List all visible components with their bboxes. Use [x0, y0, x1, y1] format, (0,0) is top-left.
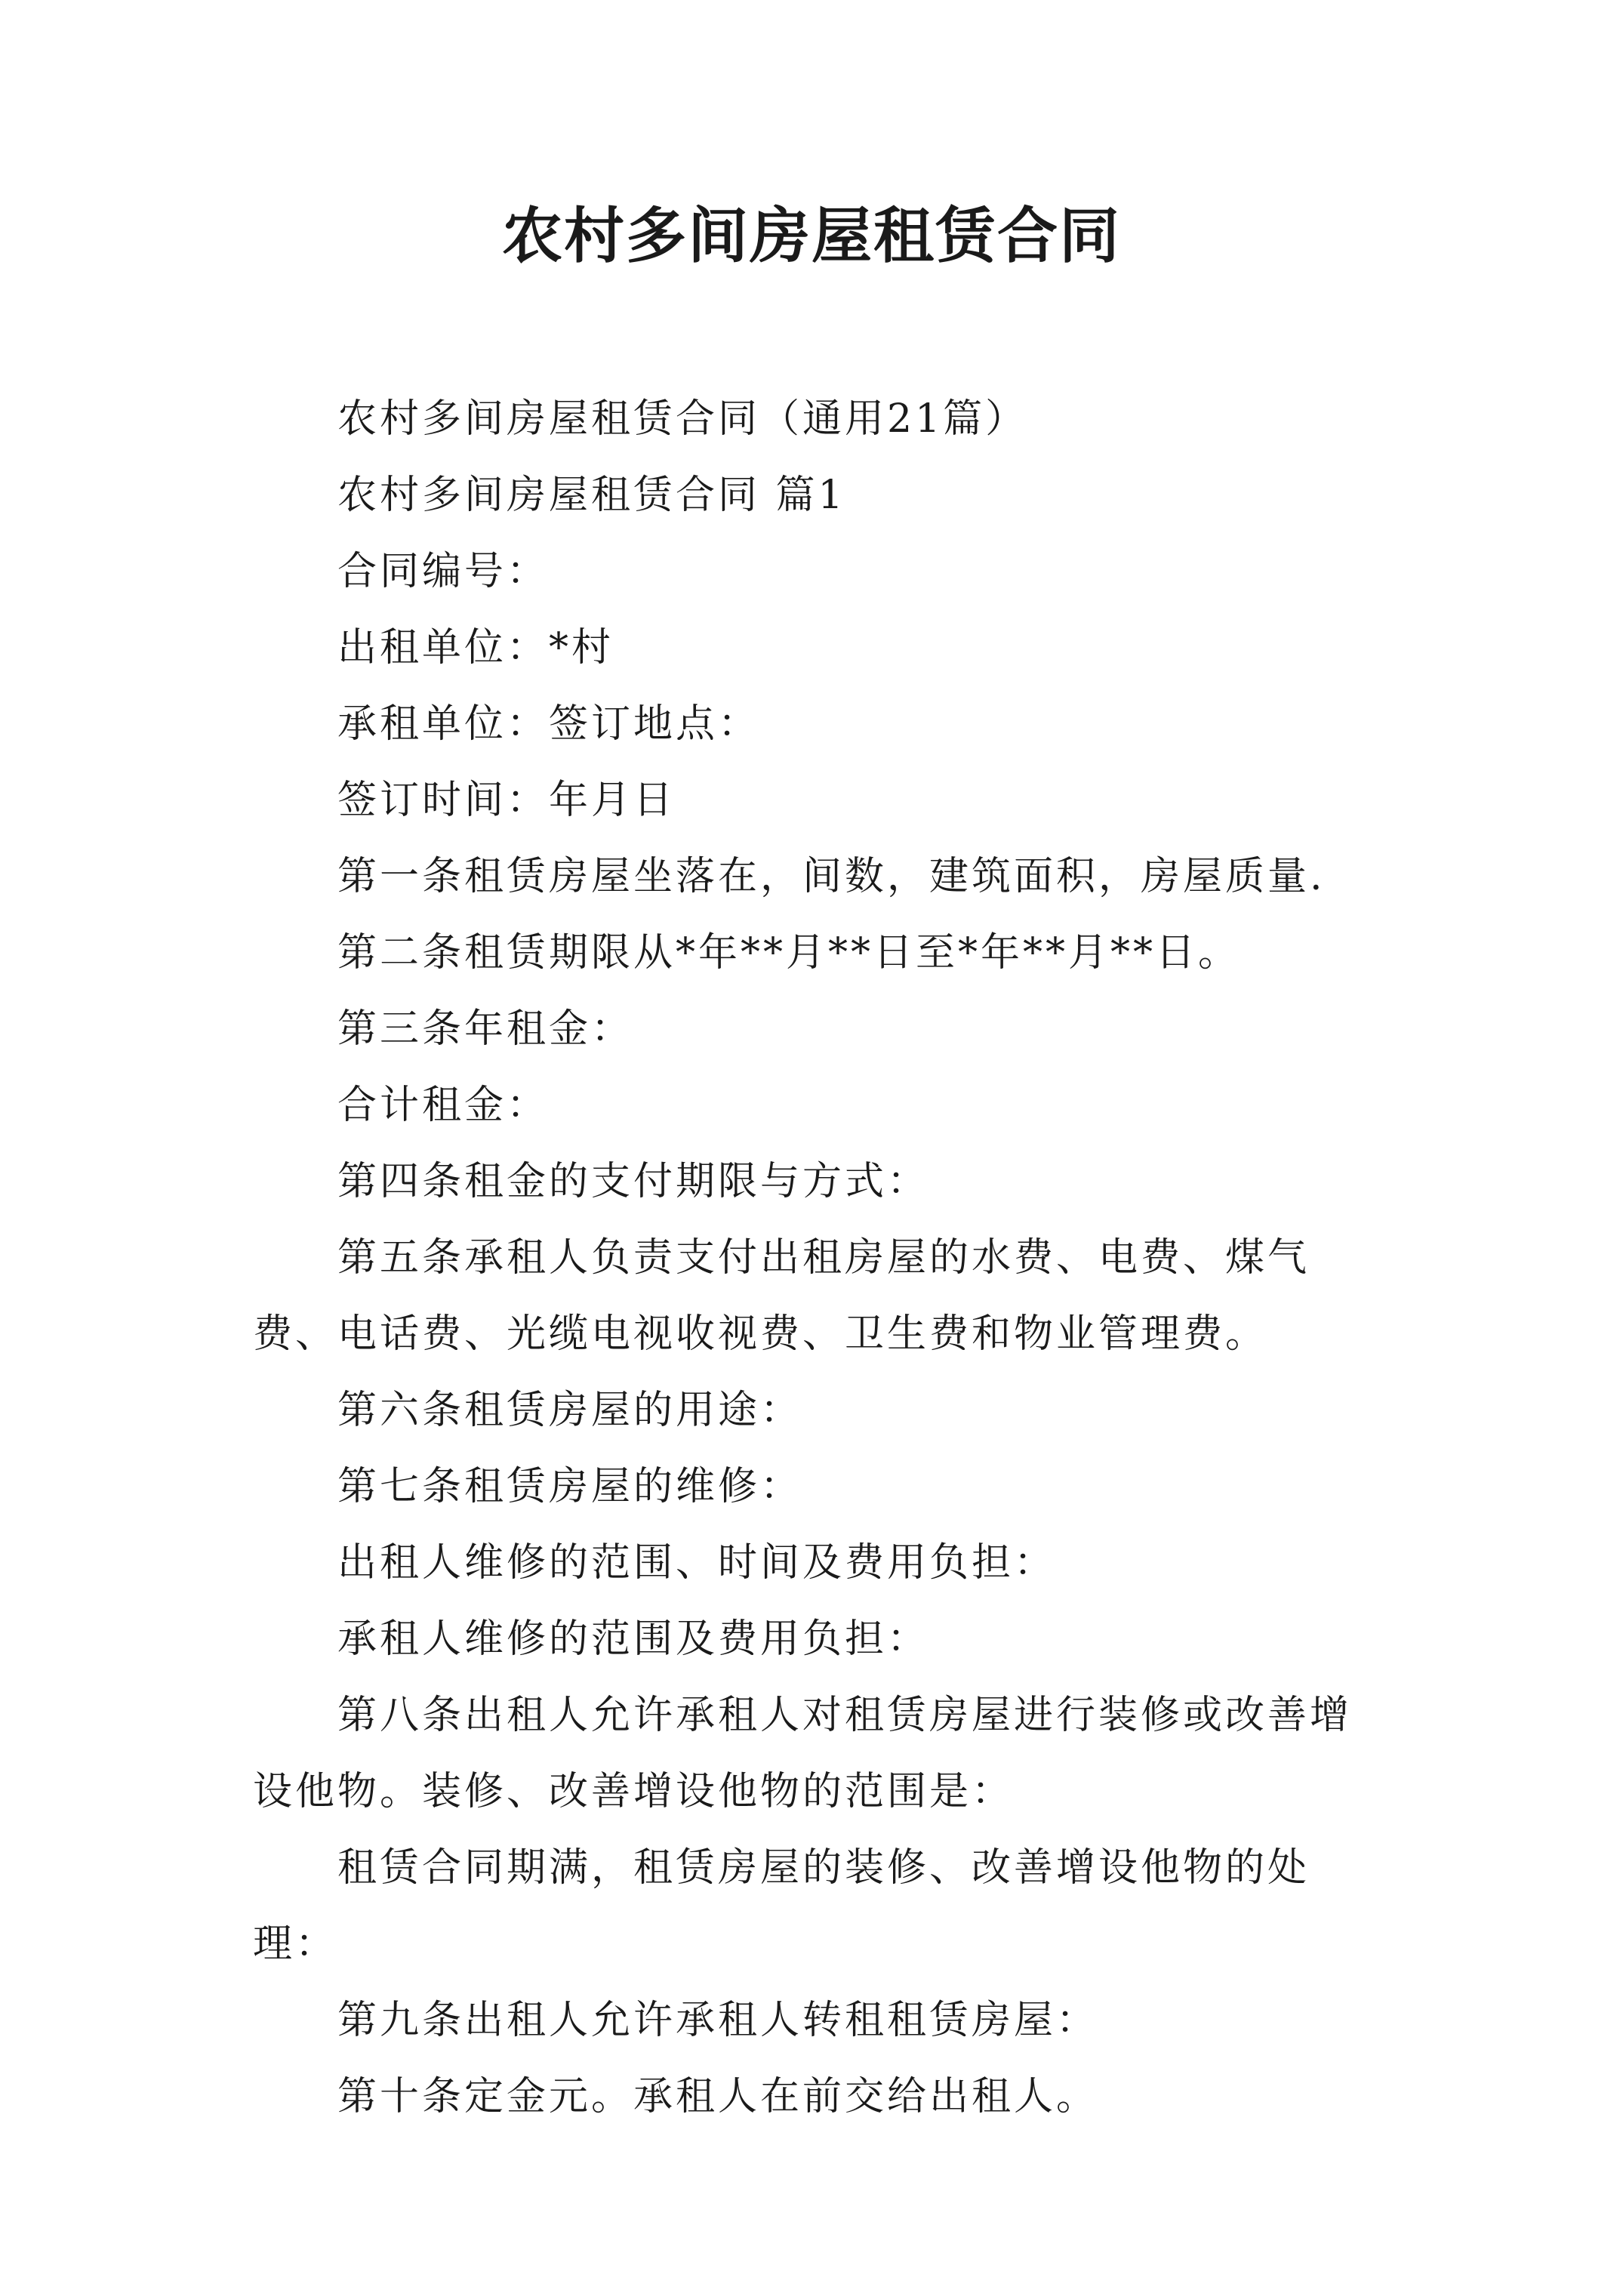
paragraph: 第二条租赁期限从*年**月**日至*年**月**日。: [337, 930, 1241, 975]
document-body: [253, 381, 1385, 2135]
paragraph: 农村多间房屋租赁合同（通用21篇）: [337, 396, 1028, 442]
paragraph: 第七条租赁房屋的维修：: [337, 1464, 803, 1509]
paragraph: 第十条定金元。承租人在前交给出租人。: [337, 2074, 1099, 2119]
paragraph: 承租单位：签订地点：: [337, 701, 761, 747]
paragraph: 合同编号：: [337, 549, 550, 594]
paragraph: 出租人维修的范围、时间及费用负担：: [337, 1540, 1057, 1586]
paragraph: 第九条出租人允许承租人转租租赁房屋：: [337, 1998, 1099, 2043]
paragraph: 第六条租赁房屋的用途：: [337, 1388, 803, 1433]
paragraph: 第八条出租人允许承租人对租赁房屋进行装修或改善增设他物。装修、改善增设他物的范围是：: [253, 1693, 1353, 1814]
paragraph: 合计租金：: [337, 1083, 550, 1128]
document-title: 农村多间房屋租赁合同: [502, 200, 1121, 271]
paragraph: 租赁合同期满，租赁房屋的装修、改善增设他物的处理：: [253, 1845, 1310, 1967]
paragraph: 第四条租金的支付期限与方式：: [337, 1159, 930, 1204]
paragraph: 第三条年租金：: [337, 1006, 634, 1052]
paragraph: 出租单位：*村: [337, 625, 614, 670]
paragraph: 签订时间：年月日: [337, 778, 676, 823]
paragraph: 承租人维修的范围及费用负担：: [337, 1616, 930, 1662]
paragraph: 第五条承租人负责支付出租房屋的水费、电费、煤气费、电话费、光缆电视收视费、卫生费和物业管理费。: [253, 1235, 1310, 1357]
paragraph: 农村多间房屋租赁合同 篇1: [337, 473, 846, 518]
paragraph: 第一条租赁房屋坐落在，间数，建筑面积，房屋质量.: [337, 854, 1326, 899]
